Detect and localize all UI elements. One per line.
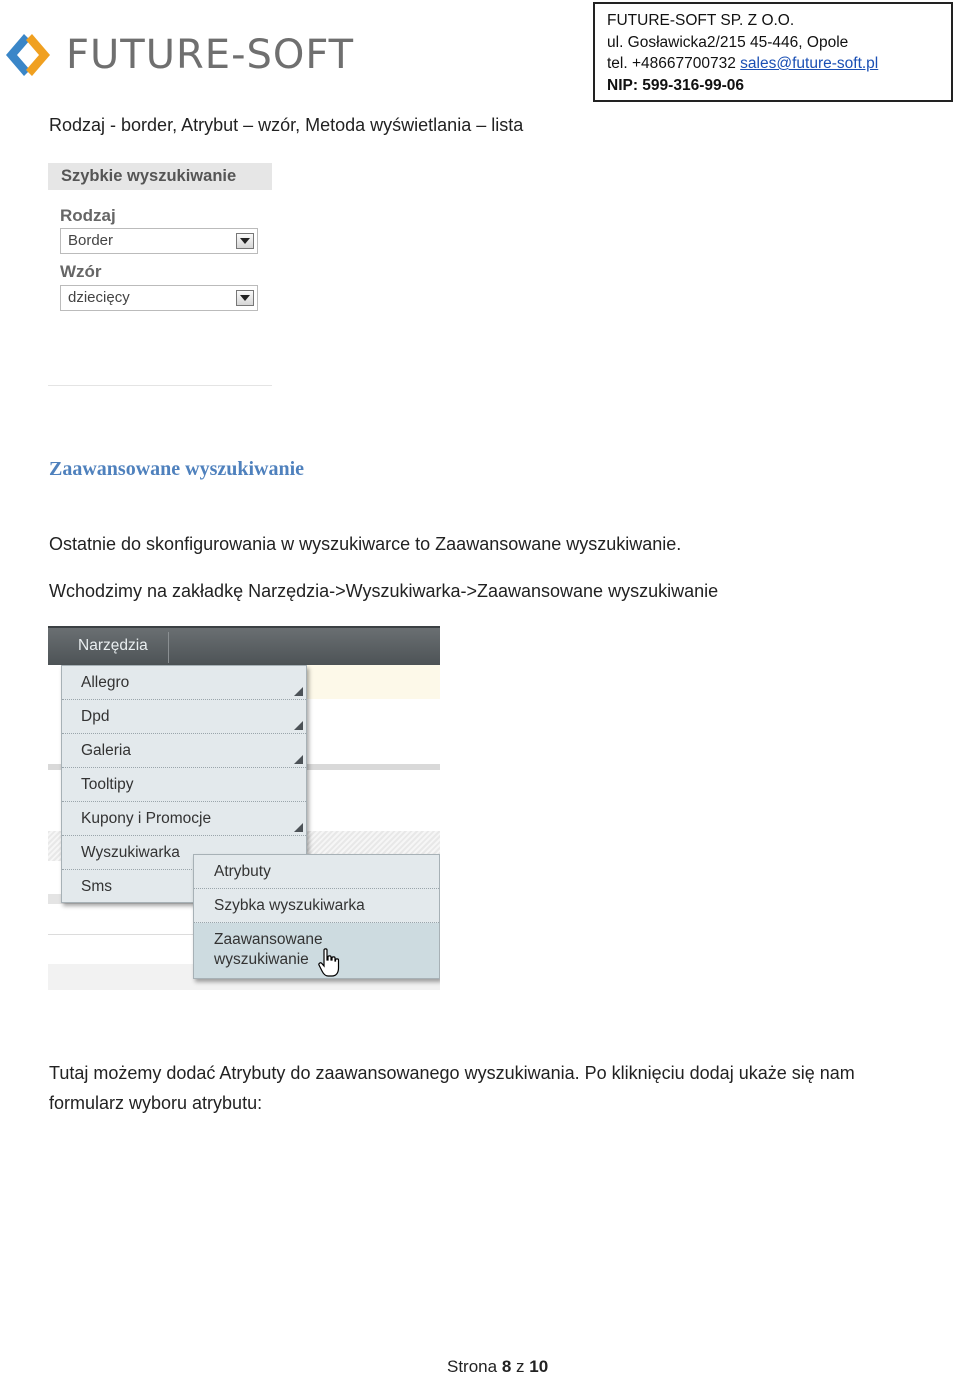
logo-text: FUTURE-SOFT <box>66 32 355 78</box>
rodzaj-select[interactable] <box>60 228 258 254</box>
page-number <box>447 1357 548 1377</box>
menu-item-label: Kupony i Promocje <box>81 810 212 827</box>
company-logo <box>4 32 354 78</box>
wyszukiwarka-submenu <box>193 854 440 979</box>
chevron-down-icon[interactable] <box>236 233 254 249</box>
company-address: ul. Gosławicka2/215 45-446, Opole <box>607 33 849 51</box>
divider <box>48 385 272 386</box>
company-email-link[interactable]: sales@future-soft.pl <box>740 55 879 72</box>
submenu-arrow-icon <box>294 687 303 696</box>
quick-search-screenshot <box>48 163 272 387</box>
section-heading: Zaawansowane wyszukiwanie <box>49 458 305 480</box>
wzor-select-value: dziecięcy <box>68 289 130 306</box>
paragraph-2: Wchodzimy na zakładkę Narzędzia->Wyszukiwarka->Zaawansowane wyszukiwanie <box>49 581 719 601</box>
menu-narzedzia[interactable]: Narzędzia <box>78 637 148 654</box>
wzor-label: Wzór <box>60 262 102 281</box>
menu-item-label: Galeria <box>81 742 131 759</box>
company-nip: NIP: 599-316-99-06 <box>607 76 744 94</box>
footer-total-pages: 10 <box>529 1357 549 1376</box>
submenu-item-label: Szybka wyszukiwarka <box>214 897 365 914</box>
menu-screenshot <box>48 626 440 990</box>
menu-item-label: Sms <box>81 878 112 895</box>
menu-item-kupony[interactable] <box>62 802 306 836</box>
footer-mid: z <box>516 1357 525 1376</box>
menu-item-label: Dpd <box>81 708 110 725</box>
paragraph-3-line-2: formularz wyboru atrybutu: <box>49 1093 263 1113</box>
submenu-arrow-icon <box>294 823 303 832</box>
rodzaj-select-value: Border <box>68 232 114 249</box>
menu-item-allegro[interactable] <box>62 666 306 700</box>
submenu-item-label-line2: wyszukiwanie <box>214 951 309 968</box>
company-contact <box>607 53 939 75</box>
menu-item-label: Allegro <box>81 674 130 691</box>
paragraph-3-line-1: Tutaj możemy dodać Atrybuty do zaawansowanego wyszukiwania. Po kliknięciu dodaj ukaże się nam <box>49 1063 855 1083</box>
menu-item-galeria[interactable] <box>62 734 306 768</box>
submenu-item-atrybuty[interactable] <box>194 855 439 889</box>
top-menu-bar <box>48 626 440 665</box>
submenu-item-zaawansowane[interactable] <box>194 923 439 978</box>
wzor-select[interactable] <box>60 285 258 311</box>
future-soft-logo-icon <box>4 32 52 78</box>
chevron-down-icon[interactable] <box>236 290 254 306</box>
submenu-item-szybka[interactable] <box>194 889 439 923</box>
divider <box>168 632 169 663</box>
submenu-arrow-icon <box>294 721 303 730</box>
menu-item-dpd[interactable] <box>62 700 306 734</box>
submenu-item-label-line1: Zaawansowane <box>214 931 323 948</box>
quick-search-title: Szybkie wyszukiwanie <box>48 163 272 190</box>
menu-item-label: Wyszukiwarka <box>81 844 180 861</box>
company-phone: tel. +48667700732 <box>607 55 736 72</box>
hand-pointer-icon <box>318 948 340 978</box>
company-name: FUTURE-SOFT SP. Z O.O. <box>607 12 795 29</box>
paragraph-1: Ostatnie do skonfigurowania w wyszukiwarce to Zaawansowane wyszukiwanie. <box>49 534 682 554</box>
submenu-arrow-icon <box>294 755 303 764</box>
intro-line: Rodzaj - border, Atrybut – wzór, Metoda wyświetlania – lista <box>49 115 524 135</box>
menu-item-label: Tooltipy <box>81 776 134 793</box>
submenu-item-label: Atrybuty <box>214 863 271 880</box>
footer-prefix: Strona <box>447 1357 498 1376</box>
footer-current-page: 8 <box>501 1357 512 1376</box>
rodzaj-label: Rodzaj <box>60 206 116 225</box>
company-info-box <box>593 2 953 102</box>
menu-item-tooltipy[interactable] <box>62 768 306 802</box>
background-row <box>303 665 440 699</box>
